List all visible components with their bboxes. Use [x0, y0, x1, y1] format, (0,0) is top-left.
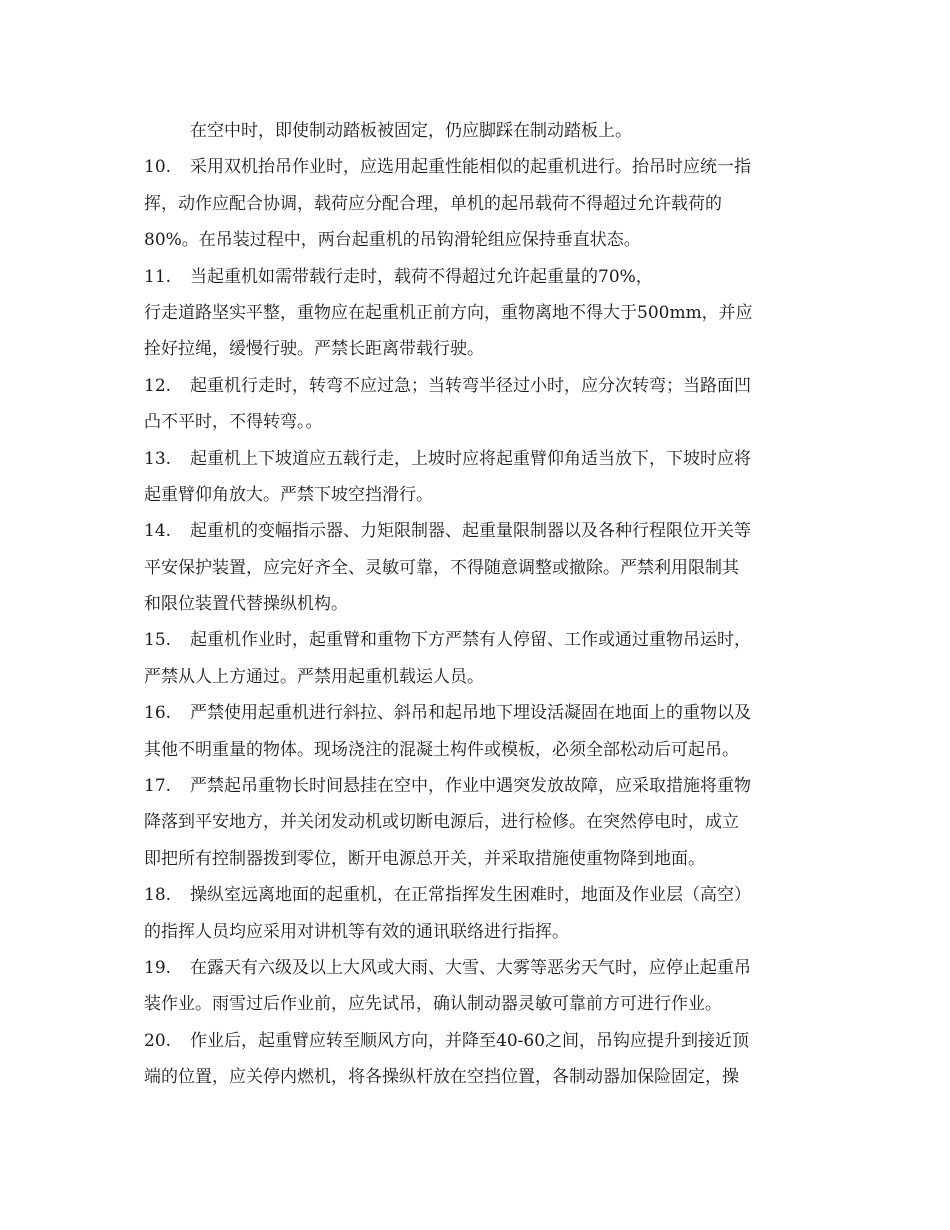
item-number: 16.	[144, 703, 172, 724]
line-text: 装作业。雨雪过后作业前，应先试吊，确认制动器灵敏可靠前方可进行作业。	[144, 994, 722, 1015]
text-line	[144, 1023, 812, 1059]
text-line	[144, 1059, 812, 1095]
text-line	[144, 841, 812, 877]
item-number: 10.	[144, 157, 172, 178]
line-text: 严禁从人上方通过。严禁用起重机载运人员。	[144, 666, 484, 687]
text-line	[144, 586, 812, 622]
line-text: 作业后，起重臂应转至顺风方向，并降至40-60之间，吊钩应提升到接近顶	[190, 1030, 750, 1051]
document-body	[144, 113, 812, 1096]
line-text: 行走道路坚实平整，重物应在起重机正前方向，重物离地不得大于500mm，并应	[144, 302, 753, 323]
text-line	[144, 695, 812, 731]
line-text: 起重机作业时，起重臂和重物下方严禁有人停留、工作或通过重物吊运时，	[190, 630, 751, 651]
line-text: 严禁起吊重物长时间悬挂在空中，作业中遇突发放故障，应采取措施将重物	[190, 776, 751, 797]
text-line	[144, 950, 812, 986]
line-text: 在空中时，即使制动踏板被固定，仍应脚踩在制动踏板上。	[190, 121, 632, 141]
text-line	[144, 368, 812, 404]
line-text: 起重机上下坡道应五载行走，上坡时应将起重臂仰角适当放下，下坡时应将	[190, 448, 751, 469]
line-text: 凸不平时，不得转弯。。	[144, 412, 323, 433]
text-line	[144, 259, 812, 295]
text-line	[144, 659, 812, 695]
text-line	[144, 149, 812, 185]
text-line	[144, 513, 812, 549]
line-text: 严禁使用起重机进行斜拉、斜吊和起吊地下埋设活凝固在地面上的重物以及	[190, 703, 751, 724]
line-text: 降落到平安地方，并关闭发动机或切断电源后，进行检修。在突然停电时，成立	[144, 812, 739, 833]
item-number: 15.	[144, 630, 172, 651]
text-line	[144, 914, 812, 950]
item-number: 13.	[144, 448, 172, 469]
text-line	[144, 986, 812, 1022]
text-line	[144, 186, 812, 222]
item-number: 12.	[144, 375, 172, 396]
line-text: 起重机的变幅指示器、力矩限制器、起重量限制器以及各种行程限位开关等	[190, 521, 751, 542]
item-number: 19.	[144, 957, 172, 978]
text-line	[144, 477, 812, 513]
text-line	[144, 804, 812, 840]
item-number: 14.	[144, 521, 172, 542]
line-text: 当起重机如需带载行走时，载荷不得超过允许起重量的70%，	[190, 266, 653, 287]
text-line	[144, 222, 812, 258]
text-line	[144, 331, 812, 367]
text-line	[144, 113, 812, 149]
text-line	[144, 295, 812, 331]
text-line	[144, 441, 812, 477]
line-text: 挥，动作应配合协调，载荷应分配合理，单机的起吊载荷不得超过允许载荷的	[144, 193, 722, 214]
item-number: 18.	[144, 885, 172, 906]
line-text: 采用双机抬吊作业时，应选用起重性能相似的起重机进行。抬吊时应统一指	[190, 157, 751, 178]
text-line	[144, 404, 812, 440]
text-line	[144, 877, 812, 913]
item-number: 17.	[144, 776, 172, 797]
line-text: 起重臂仰角放大。严禁下坡空挡滑行。	[144, 484, 433, 505]
text-line	[144, 622, 812, 658]
text-line	[144, 550, 812, 586]
line-text: 端的位置，应关停内燃机，将各操纵杆放在空挡位置，各制动器加保险固定，操	[144, 1067, 739, 1088]
line-text: 平安保护装置，应完好齐全、灵敏可靠，不得随意调整或撤除。严禁利用限制其	[144, 557, 739, 578]
line-text: 操纵室远离地面的起重机，在正常指挥发生困难时，地面及作业层（高空）	[190, 885, 751, 906]
line-text: 和限位装置代替操纵机构。	[144, 594, 348, 615]
line-text: 起重机行走时，转弯不应过急；当转弯半径过小时，应分次转弯；当路面凹	[190, 375, 751, 396]
line-text: 其他不明重量的物体。现场浇注的混凝土构件或模板，必须全部松动后可起吊。	[144, 739, 739, 760]
item-number: 20.	[144, 1030, 172, 1051]
line-text: 的指挥人员均应采用对讲机等有效的通讯联络进行指挥。	[144, 921, 569, 942]
line-text: 80%。在吊装过程中，两台起重机的吊钩滑轮组应保持垂直状态。	[144, 230, 641, 251]
line-text: 拴好拉绳，缓慢行驶。严禁长距离带载行驶。	[144, 339, 484, 360]
item-number: 11.	[144, 266, 172, 287]
line-text: 即把所有控制器拨到零位，断开电源总开关，并采取措施使重物降到地面。	[144, 848, 705, 869]
text-line	[144, 768, 812, 804]
line-text: 在露天有六级及以上大风或大雨、大雪、大雾等恶劣天气时，应停止起重吊	[190, 957, 751, 978]
text-line	[144, 732, 812, 768]
